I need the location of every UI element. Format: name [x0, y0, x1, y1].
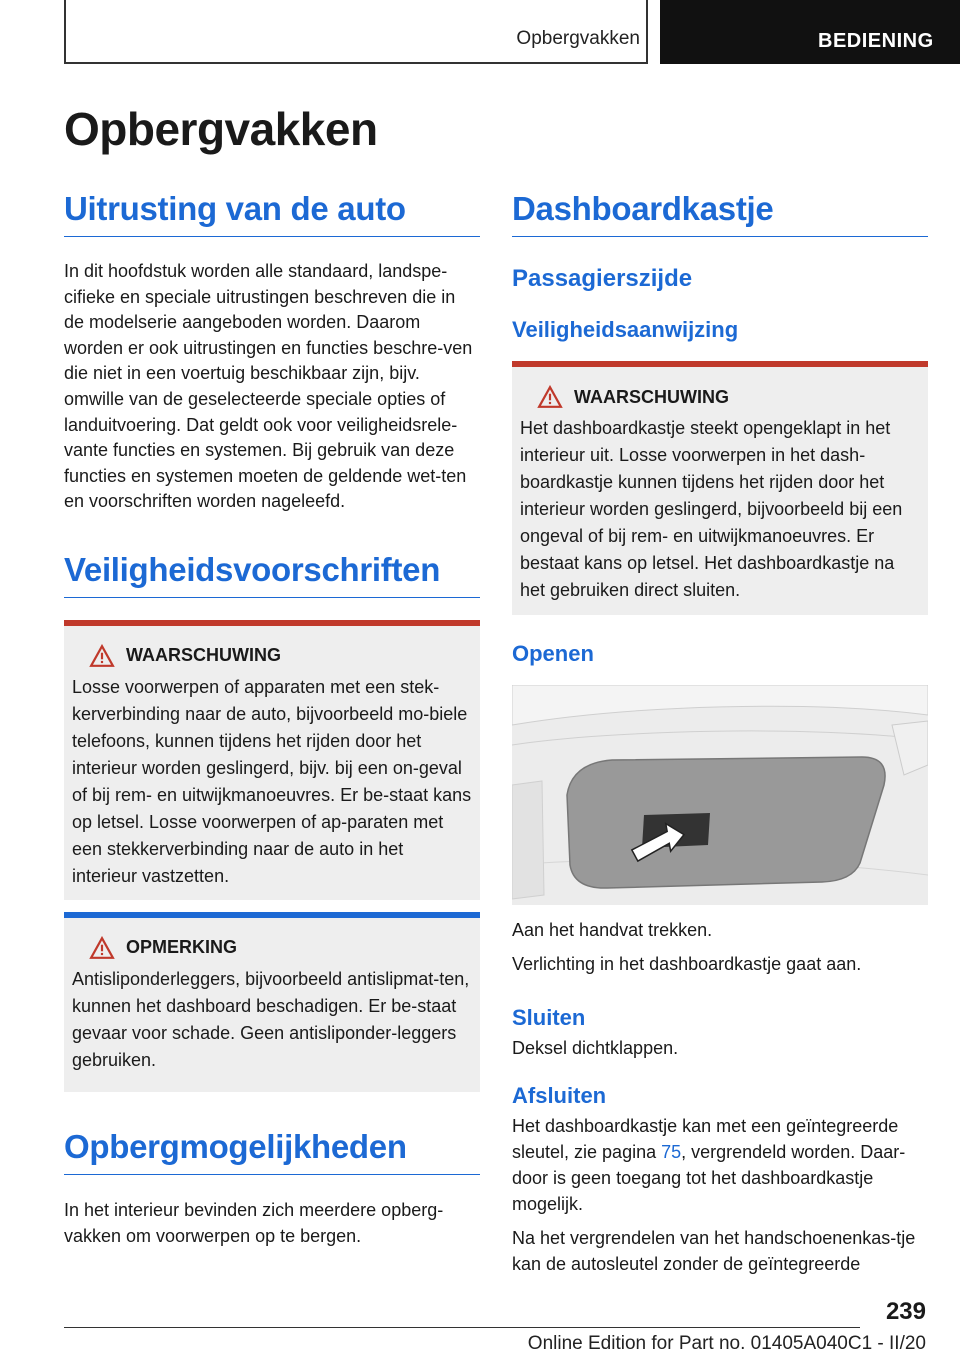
glovebox-warning-box: [512, 361, 928, 615]
left-column: [64, 190, 480, 1249]
glovebox-illustration: [512, 685, 928, 905]
page-75-link[interactable]: 75: [661, 1142, 682, 1162]
section-title-storage: Opbergmogelijkheden: [64, 1128, 480, 1175]
section-title-safety: Veiligheidsvoorschriften: [64, 551, 480, 598]
warning-box: [64, 620, 480, 900]
note-header: [72, 936, 472, 960]
lock-text-1: [512, 1113, 928, 1217]
warning-label: WAARSCHUWING: [126, 645, 281, 666]
note-text: Antisliponderleggers, bijvoorbeeld antislipmat-ten, kunnen het dashboard beschadigen. Er be-staat gevaar voor schade. Geen antisliponder-leggers gebruiken.: [72, 968, 470, 1070]
lock-text-2: Na het vergrendelen van het handschoenenkas-tje kan de autosleutel zonder de geïntegreerde: [512, 1228, 916, 1274]
page-title: Opbergvakken: [64, 103, 378, 155]
storage-text: In het interieur bevinden zich meerdere opberg-vakken om voorwerpen op te bergen.: [64, 1199, 444, 1246]
note-label: OPMERKING: [126, 937, 238, 958]
subtitle-passenger-side: Passagierszijde: [512, 265, 693, 292]
subtitle-safety-note: Veiligheidsaanwijzing: [512, 317, 739, 342]
close-step: Deksel dichtklappen.: [512, 1038, 679, 1058]
open-step-2: Verlichting in het dashboardkastje gaat aan.: [512, 954, 862, 974]
open-step-1: Aan het handvat trekken.: [512, 920, 713, 940]
warning-icon: [84, 644, 120, 668]
page-number: 239: [885, 1298, 926, 1325]
equipment-text: In dit hoofdstuk worden alle standaard, landspe-cifieke en speciale uitrustingen beschreven die in de modelserie aangeboden worden. Daarom worden er ook uitrustingen en functies beschre-ven die niet in een voertuig beschikbaar zijn, bijv. omwille van de geselecteerde speciale opties of landuitvoering. Dat geldt ook voor veiligheidsrele-vante functies en systemen. Bij gebruik van deze functies en systemen moeten de geldende wet-ten en voorschriften worden nageleefd.: [64, 261, 473, 512]
subtitle-close: Sluiten: [512, 1005, 586, 1030]
warning-text: Losse voorwerpen of apparaten met een stek-kerverbinding naar de auto, bijvoorbeeld mo-biele telefoons, kunnen tijdens het rijden door het interieur worden geslingerd, bijv. bij een on-geval of bij rem- en uitwijkmanoeuvres. Er be-staat kans op letsel. Losse voorwerpen of ap-paraten met een stekkerverbinding naar de auto in het interieur vastzetten.: [72, 676, 472, 886]
glovebox-warning-text: Het dashboardkastje steekt opengeklapt in het interieur uit. Losse voorwerpen in het dash-boardkastje kunnen tijdens het rijden door het interieur worden geslingerd, bijvoorbeeld bij een ongeval of bij rem- en uitwijkmanoeuvres. Er bestaat kans op letsel. Het dashboardkastje na het gebruiken direct sluiten.: [520, 418, 903, 600]
warning-icon: [532, 385, 568, 409]
subtitle-open: Openen: [512, 641, 594, 666]
header-section-title: Opbergvakken: [516, 28, 640, 49]
glovebox-warning-header: [520, 385, 920, 409]
lock-text-1b: , vergrendeld worden. Daar-door is geen toegang tot het dashboardkastje mogelijk.: [512, 1142, 906, 1214]
header-chapter-tab: BEDIENING: [660, 0, 960, 64]
section-title-glovebox: Dashboardkastje: [512, 190, 928, 237]
lock-text-1a: Het dashboardkastje kan met een geïntegreerde sleutel, zie pagina: [512, 1116, 899, 1162]
glovebox-warning-label: WAARSCHUWING: [574, 386, 729, 407]
warning-header: [72, 644, 472, 668]
note-box: [64, 912, 480, 1092]
subtitle-lock: Afsluiten: [512, 1083, 607, 1108]
warning-icon: [84, 936, 120, 960]
right-column: [512, 190, 928, 1277]
footer-divider: [64, 1327, 860, 1328]
section-title-equipment: Uitrusting van de auto: [64, 190, 480, 237]
footer-edition: Online Edition for Part no. 01405A040C1 - II/20: [527, 1333, 926, 1354]
glovebox-drawing: [512, 685, 928, 905]
